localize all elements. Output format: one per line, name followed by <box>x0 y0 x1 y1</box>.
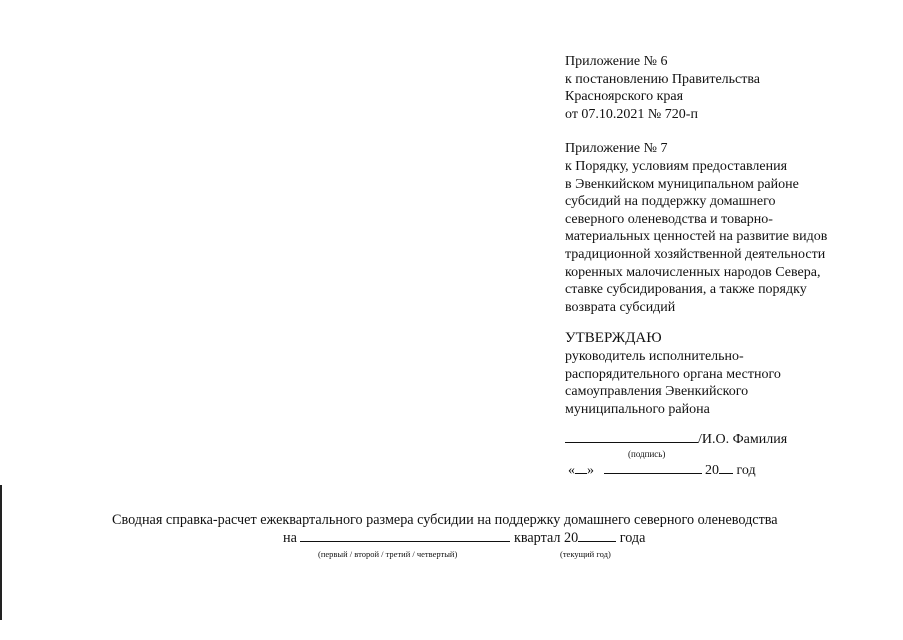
appendix-6 <box>565 53 865 123</box>
quarter-word: квартал 20 <box>513 530 579 546</box>
left-edge-line <box>0 485 2 620</box>
approval-line: руководитель исполнительно- <box>565 348 744 364</box>
date-year-suffix: год <box>736 463 756 478</box>
appendix-7-line: Приложение № 7 <box>565 141 668 157</box>
quarter-blank[interactable] <box>300 529 510 542</box>
signature-blank[interactable] <box>565 430 698 443</box>
document-title: Сводная справка-расчет ежеквартального размера субсидии на поддержку домашнего северного оленеводства <box>112 512 778 528</box>
quarter-caption: (первый / второй / третий / четвертый) <box>318 549 458 559</box>
appendix-6-line: Приложение № 6 <box>565 54 668 69</box>
appendix-7-line: возврата субсидий <box>565 299 676 315</box>
appendix-7-line: субсидий на поддержку домашнего <box>565 194 776 210</box>
appendix-7-line: традиционной хозяйственной деятельности <box>565 246 826 262</box>
date-year-blank[interactable] <box>719 461 733 474</box>
appendix-7-line: материальных ценностей на развитие видов <box>565 229 828 245</box>
approval-line: муниципального района <box>565 401 710 417</box>
date-row <box>568 461 756 479</box>
year-word: года <box>619 530 646 546</box>
approval-line: самоуправления Эвенкийского <box>565 384 749 400</box>
signature-row <box>565 430 787 448</box>
approval-line: распорядительного органа местного <box>565 366 781 382</box>
approval-block <box>565 330 865 418</box>
appendix-7-line: к Порядку, условиям предоставления <box>565 158 788 174</box>
appendix-7-line: северного оленеводства и товарно- <box>565 211 773 227</box>
date-open-quote: « <box>568 463 575 478</box>
appendix-7 <box>565 140 865 316</box>
date-month-blank[interactable] <box>604 461 702 474</box>
year-caption: (текущий год) <box>560 549 611 559</box>
appendix-6-line: Красноярского края <box>565 89 684 105</box>
date-day-blank[interactable] <box>575 461 587 474</box>
date-year-prefix: 20 <box>705 463 719 478</box>
date-close-quote: » <box>587 463 594 478</box>
appendix-7-line: ставке субсидирования, а также порядку <box>565 282 807 298</box>
year-blank[interactable] <box>578 529 616 542</box>
appendix-6-line: к постановлению Правительства <box>565 71 761 87</box>
appendix-7-line: коренных малочисленных народов Севера, <box>565 264 821 280</box>
approval-title: УТВЕРЖДАЮ <box>565 330 662 347</box>
header-block <box>565 53 865 418</box>
appendix-6-line: от 07.10.2021 № 720-п <box>565 106 698 122</box>
signature-name: /И.О. Фамилия <box>698 432 788 447</box>
period-prefix: на <box>283 530 297 546</box>
signature-caption: (подпись) <box>628 449 666 459</box>
appendix-7-line: в Эвенкийском муниципальном районе <box>565 176 799 192</box>
period-row <box>283 529 645 547</box>
